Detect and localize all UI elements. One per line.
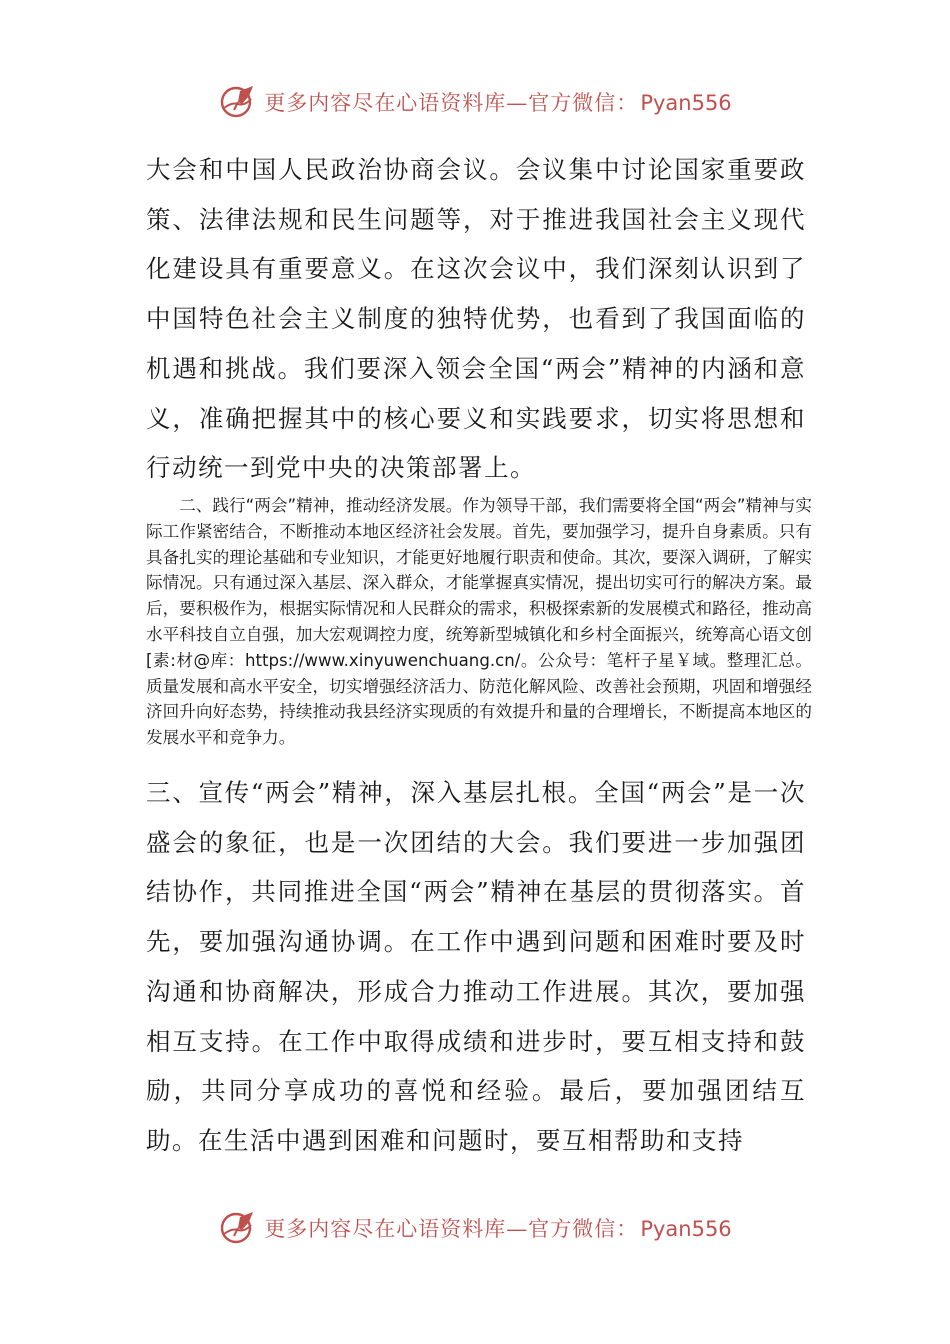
header-banner [0, 80, 950, 124]
header-banner-label: 更多内容尽在心语资料库—官方微信： [264, 91, 639, 115]
footer-banner-label: 更多内容尽在心语资料库—官方微信： [264, 1217, 639, 1241]
footer-banner [0, 1206, 950, 1250]
paragraph-2: 二、践行“两会”精神，推动经济发展。作为领导干部，我们需要将全国“两会”精神与实际工作紧密结合，不断推动本地区经济社会发展。首先，要加强学习，提升自身素质。只有具备扎实的理论基础和专业知识，才能更好地履行职责和使命。其次，要深入调研，了解实际情况。只有通过深入基层、深入群众，才能掌握真实情况，提出切实可行的解决方案。最后，要积极作为，根据实际情况和人民群众的需求，积极探索新的发展模式和路径，推动高水平科技自立自强，加大宏观调控力度，统筹新型城镇化和乡村全面振兴，统筹高心语文创[素:材@库：https://www.xinyuwenchuang.cn/。公众号：笔杆子星￥域。整理汇总。质量发展和高水平安全，切实增强经济活力、防范化解风险、改善社会预期，巩固和增强经济回升向好态势，持续推动我县经济实现质的有效提升和量的合理增长，不断提高本地区的发展水平和竞争力。 [146, 496, 812, 748]
footer-banner-text [264, 1213, 731, 1243]
footer-banner-account: Pyan556 [640, 1217, 732, 1241]
header-banner-account: Pyan556 [640, 91, 732, 115]
paragraph-1: 大会和中国人民政治协商会议。会议集中讨论国家重要政策、法律法规和民生问题等，对于推进我国社会主义现代化建设具有重要意义。在这次会议中，我们深刻认识到了中国特色社会主义制度的独特优势，也看到了我国面临的机遇和挑战。我们要深入领会全国“两会”精神的内涵和意义，准确把握其中的核心要义和实践要求，切实将思想和行动统一到党中央的决策部署上。 [146, 155, 806, 483]
pen-logo-icon [218, 82, 258, 122]
pen-logo-icon [218, 1208, 258, 1248]
paragraph-3: 三、宣传“两会”精神，深入基层扎根。全国“两会”是一次盛会的象征，也是一次团结的大会。我们要进一步加强团结协作，共同推进全国“两会”精神在基层的贯彻落实。首先，要加强沟通协调。在工作中遇到问题和困难时要及时沟通和协商解决，形成合力推动工作进展。其次，要加强相互支持。在工作中取得成绩和进步时，要互相支持和鼓励，共同分享成功的喜悦和经验。最后，要加强团结互助。在生活中遇到困难和问题时，要互相帮助和支持 [146, 778, 806, 1155]
header-banner-text [264, 87, 731, 117]
